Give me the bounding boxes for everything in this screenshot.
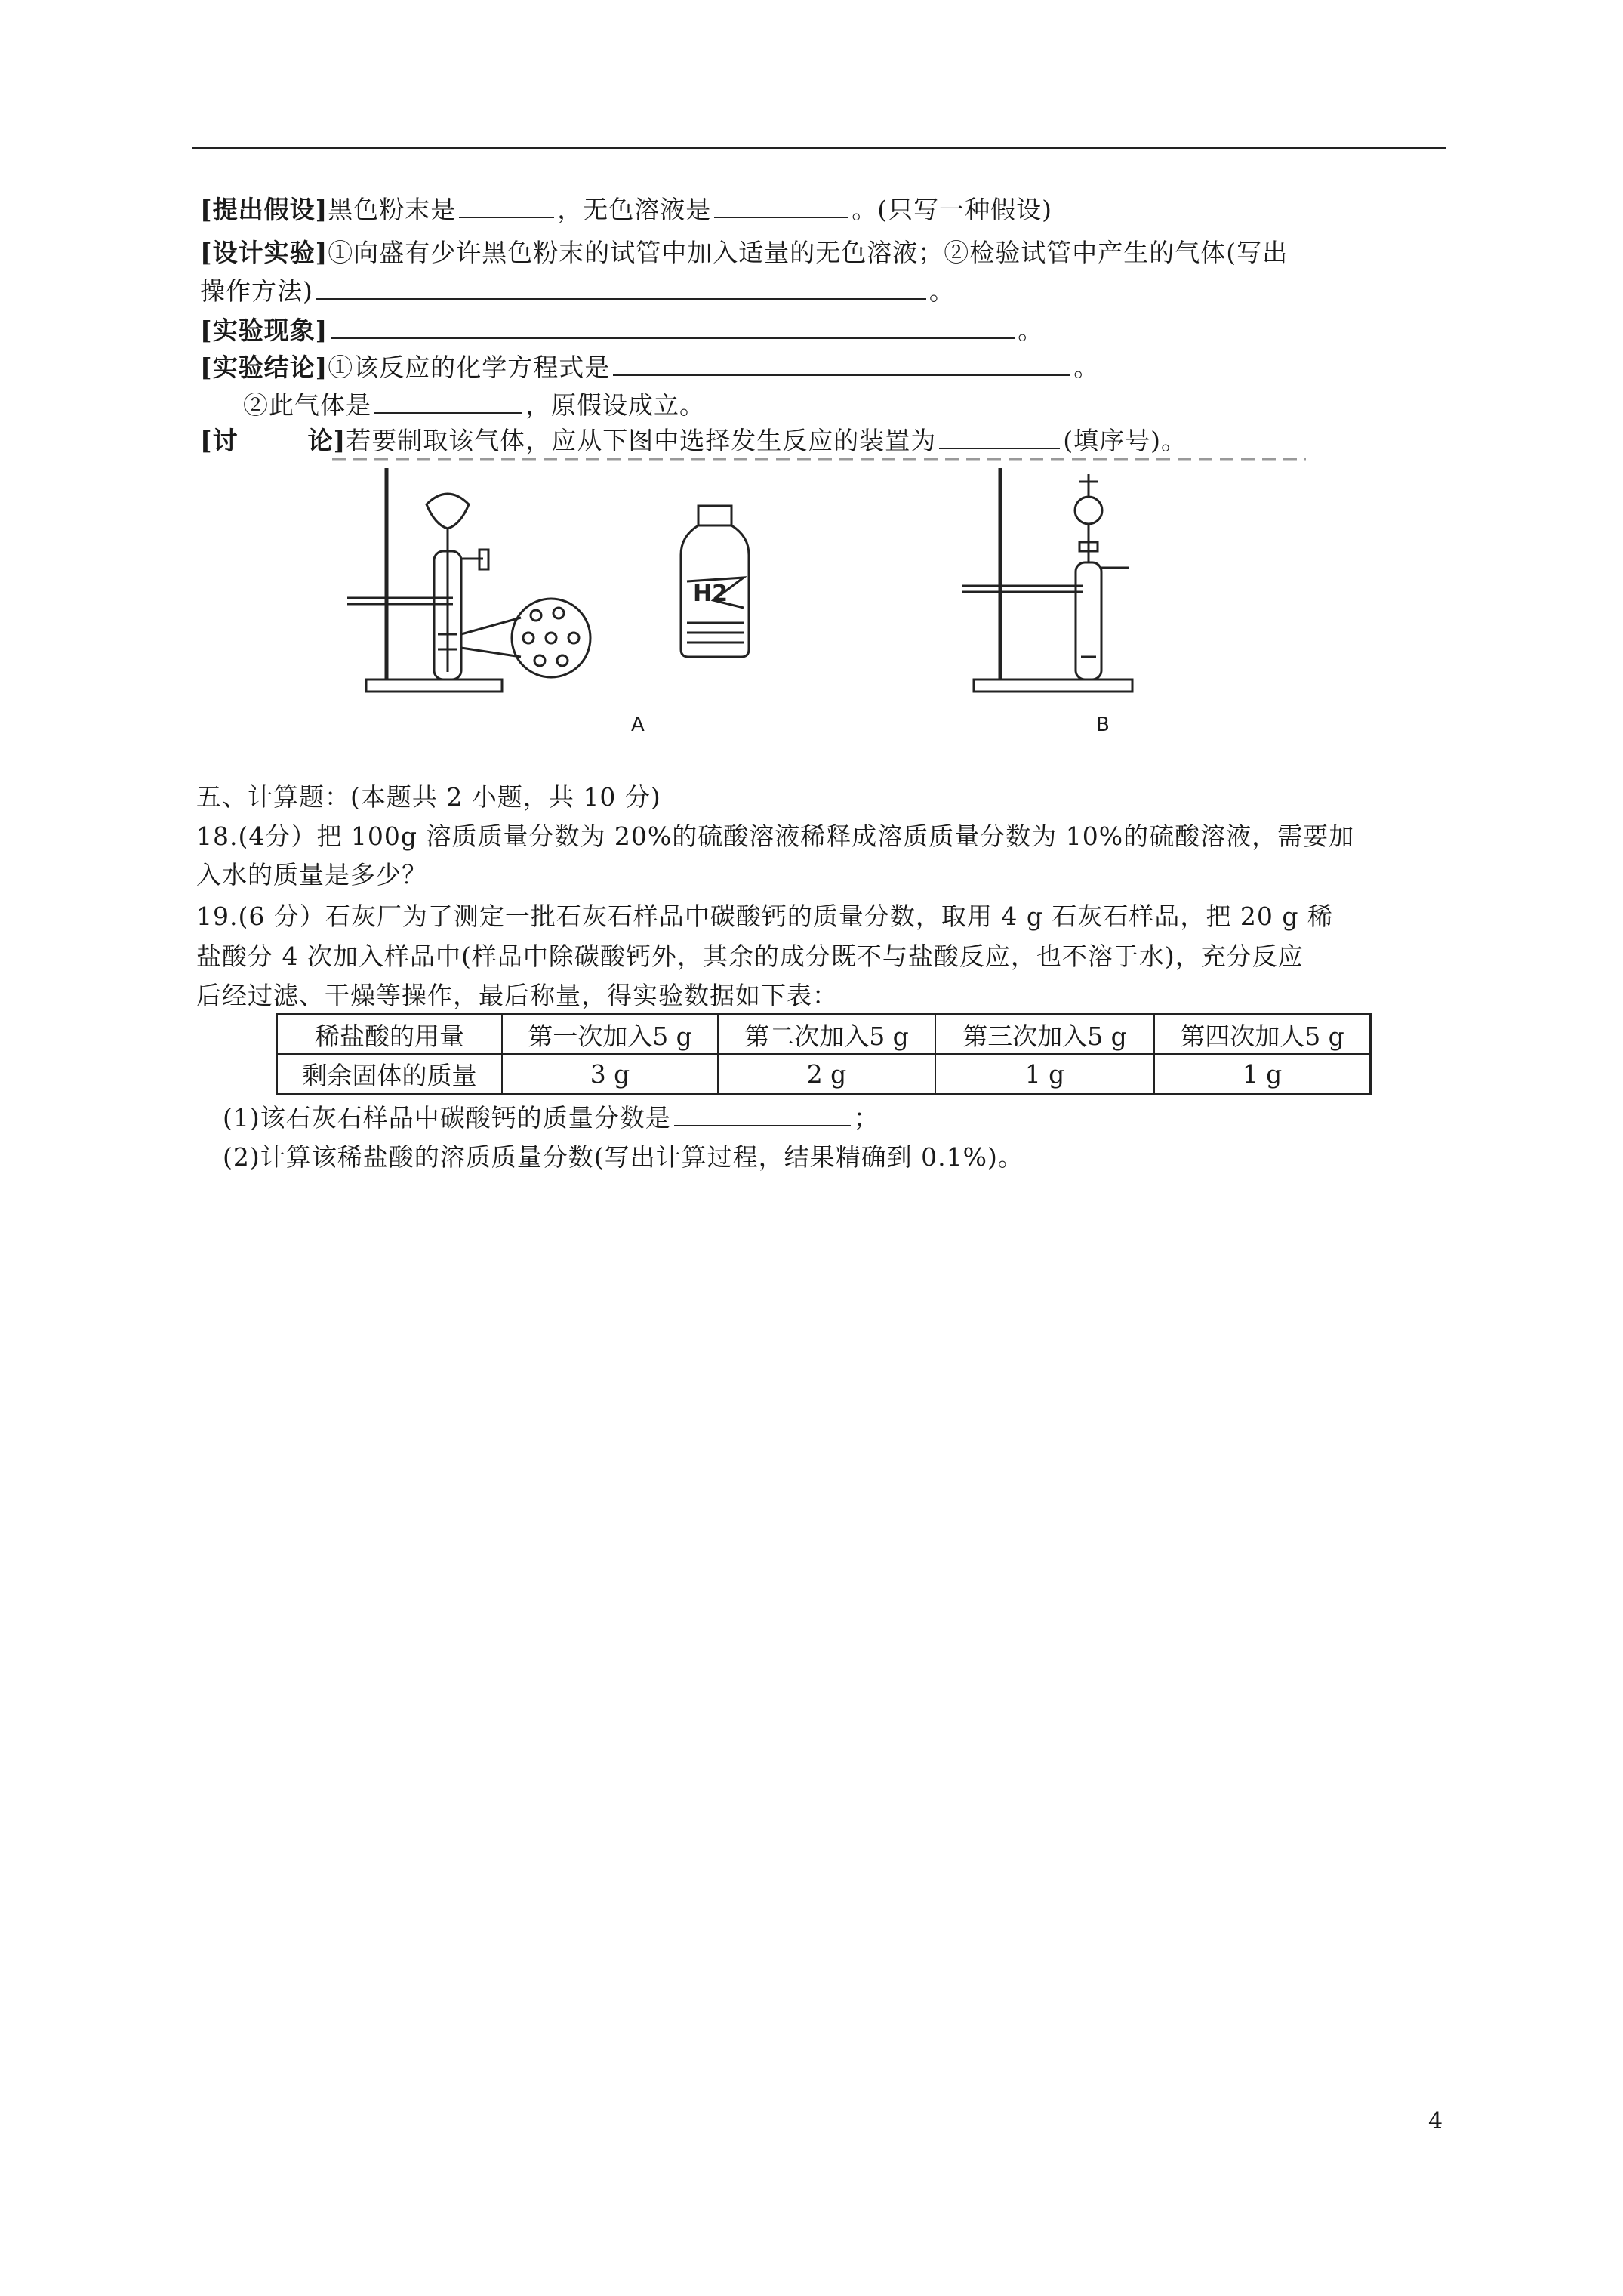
label-apparatus-b: B: [1096, 713, 1110, 736]
hypothesis-text-b: ，无色溶液是: [557, 195, 712, 224]
hypothesis-text-c: 。(只写一种假设): [852, 195, 1052, 224]
q19-sub2: (2)计算该稀盐酸的溶质质量分数(写出计算过程，结果精确到 0.1%)。: [223, 1142, 1024, 1172]
table-cell: 剩余固体的质量: [277, 1054, 503, 1094]
apparatus-drawing: [332, 453, 1344, 747]
bottle-label: H2: [693, 581, 728, 607]
blank-apparatus[interactable]: [939, 425, 1060, 449]
discussion-text-a: 若要制取该气体，应从下图中选择发生反应的装置为: [346, 426, 937, 455]
conclusion-text-d: ②此气体是: [243, 390, 371, 420]
discussion-text-c: (填序号)。: [1063, 426, 1187, 455]
phenomenon-tag: [实验现象]: [200, 316, 328, 345]
blank-operation-method[interactable]: [316, 276, 926, 300]
discussion-tag-b: 论]: [307, 426, 346, 455]
table-cell: 第三次加入5 g: [935, 1015, 1154, 1055]
design-tag: [设计实验]: [200, 238, 328, 267]
phenomenon-line: [200, 314, 1043, 347]
apparatus-a: [347, 468, 590, 692]
blank-phenomenon[interactable]: [331, 315, 1015, 339]
q19-line-1: 19.(6 分）石灰厂为了测定一批石灰石样品中碳酸钙的质量分数，取用 4 g 石灰石样品，把 20 g 稀: [196, 901, 1334, 931]
table-cell: 第一次加入5 g: [502, 1015, 718, 1055]
table-row: [277, 1054, 1371, 1094]
q18-line-2: 入水的质量是多少？: [196, 860, 427, 889]
blank-equation[interactable]: [613, 352, 1070, 376]
blank-colorless-solution[interactable]: [714, 194, 848, 218]
design-text-a: ①向盛有少许黑色粉末的试管中加入适量的无色溶液；②检验试管中产生的气体(写出: [328, 238, 1289, 267]
conclusion-text-c: 。: [1073, 353, 1100, 382]
blank-gas[interactable]: [374, 390, 522, 414]
conclusion-tag: [实验结论]: [200, 353, 328, 382]
table-cell: 稀盐酸的用量: [277, 1015, 503, 1055]
discussion-tag-a: [讨: [200, 426, 239, 455]
label-apparatus-a: A: [631, 713, 645, 736]
conclusion-line-1: [200, 351, 1099, 384]
header-rule: [192, 147, 1446, 149]
blank-black-powder[interactable]: [459, 194, 554, 218]
q19-line-3: 后经过滤、干燥等操作，最后称量，得实验数据如下表：: [196, 981, 838, 1010]
q19-sub1-text: (1)该石灰石样品中碳酸钙的质量分数是: [223, 1103, 671, 1133]
design-line-2: [200, 275, 955, 308]
table-cell: 1 g: [935, 1054, 1154, 1094]
phenomenon-text-c: 。: [1018, 316, 1044, 345]
q18-line-1: 18.(4分）把 100g 溶质质量分数为 20%的硫酸溶液稀释成溶质质量分数为 10%的硫酸溶液，需要加: [196, 821, 1355, 851]
blank-caco3-fraction[interactable]: [674, 1102, 851, 1126]
hypothesis-line: [200, 193, 1052, 227]
section-five-title: 五、计算题：(本题共 2 小题，共 10 分): [196, 782, 661, 812]
table-cell: 3 g: [502, 1054, 718, 1094]
apparatus-b: [962, 468, 1132, 692]
hypothesis-text-a: 黑色粉末是: [328, 195, 457, 224]
conclusion-text-a: ①该反应的化学方程式是: [328, 353, 611, 382]
q19-line-2: 盐酸分 4 次加入样品中(样品中除碳酸钙外，其余的成分既不与盐酸反应，也不溶于水)，充分反应: [196, 942, 1304, 971]
experiment-data-table: [276, 1013, 1372, 1095]
hypothesis-tag: [提出假设]: [200, 195, 328, 224]
conclusion-text-e: ，原假设成立。: [525, 390, 705, 420]
design-text-b: 操作方法): [200, 276, 313, 306]
page-number: 4: [1428, 2108, 1443, 2134]
table-cell: 2 g: [718, 1054, 935, 1094]
table-cell: 第四次加人5 g: [1154, 1015, 1371, 1055]
q19-sub1: [223, 1102, 879, 1135]
q19-sub1-end: ；: [853, 1103, 879, 1133]
table-row: [277, 1015, 1371, 1055]
conclusion-line-2: [243, 389, 705, 422]
design-text-c: 。: [929, 276, 955, 306]
table-cell: 1 g: [1154, 1054, 1371, 1094]
table-cell: 第二次加入5 g: [718, 1015, 935, 1055]
design-line-1: [200, 236, 1288, 270]
apparatus-figure: [332, 453, 1344, 747]
